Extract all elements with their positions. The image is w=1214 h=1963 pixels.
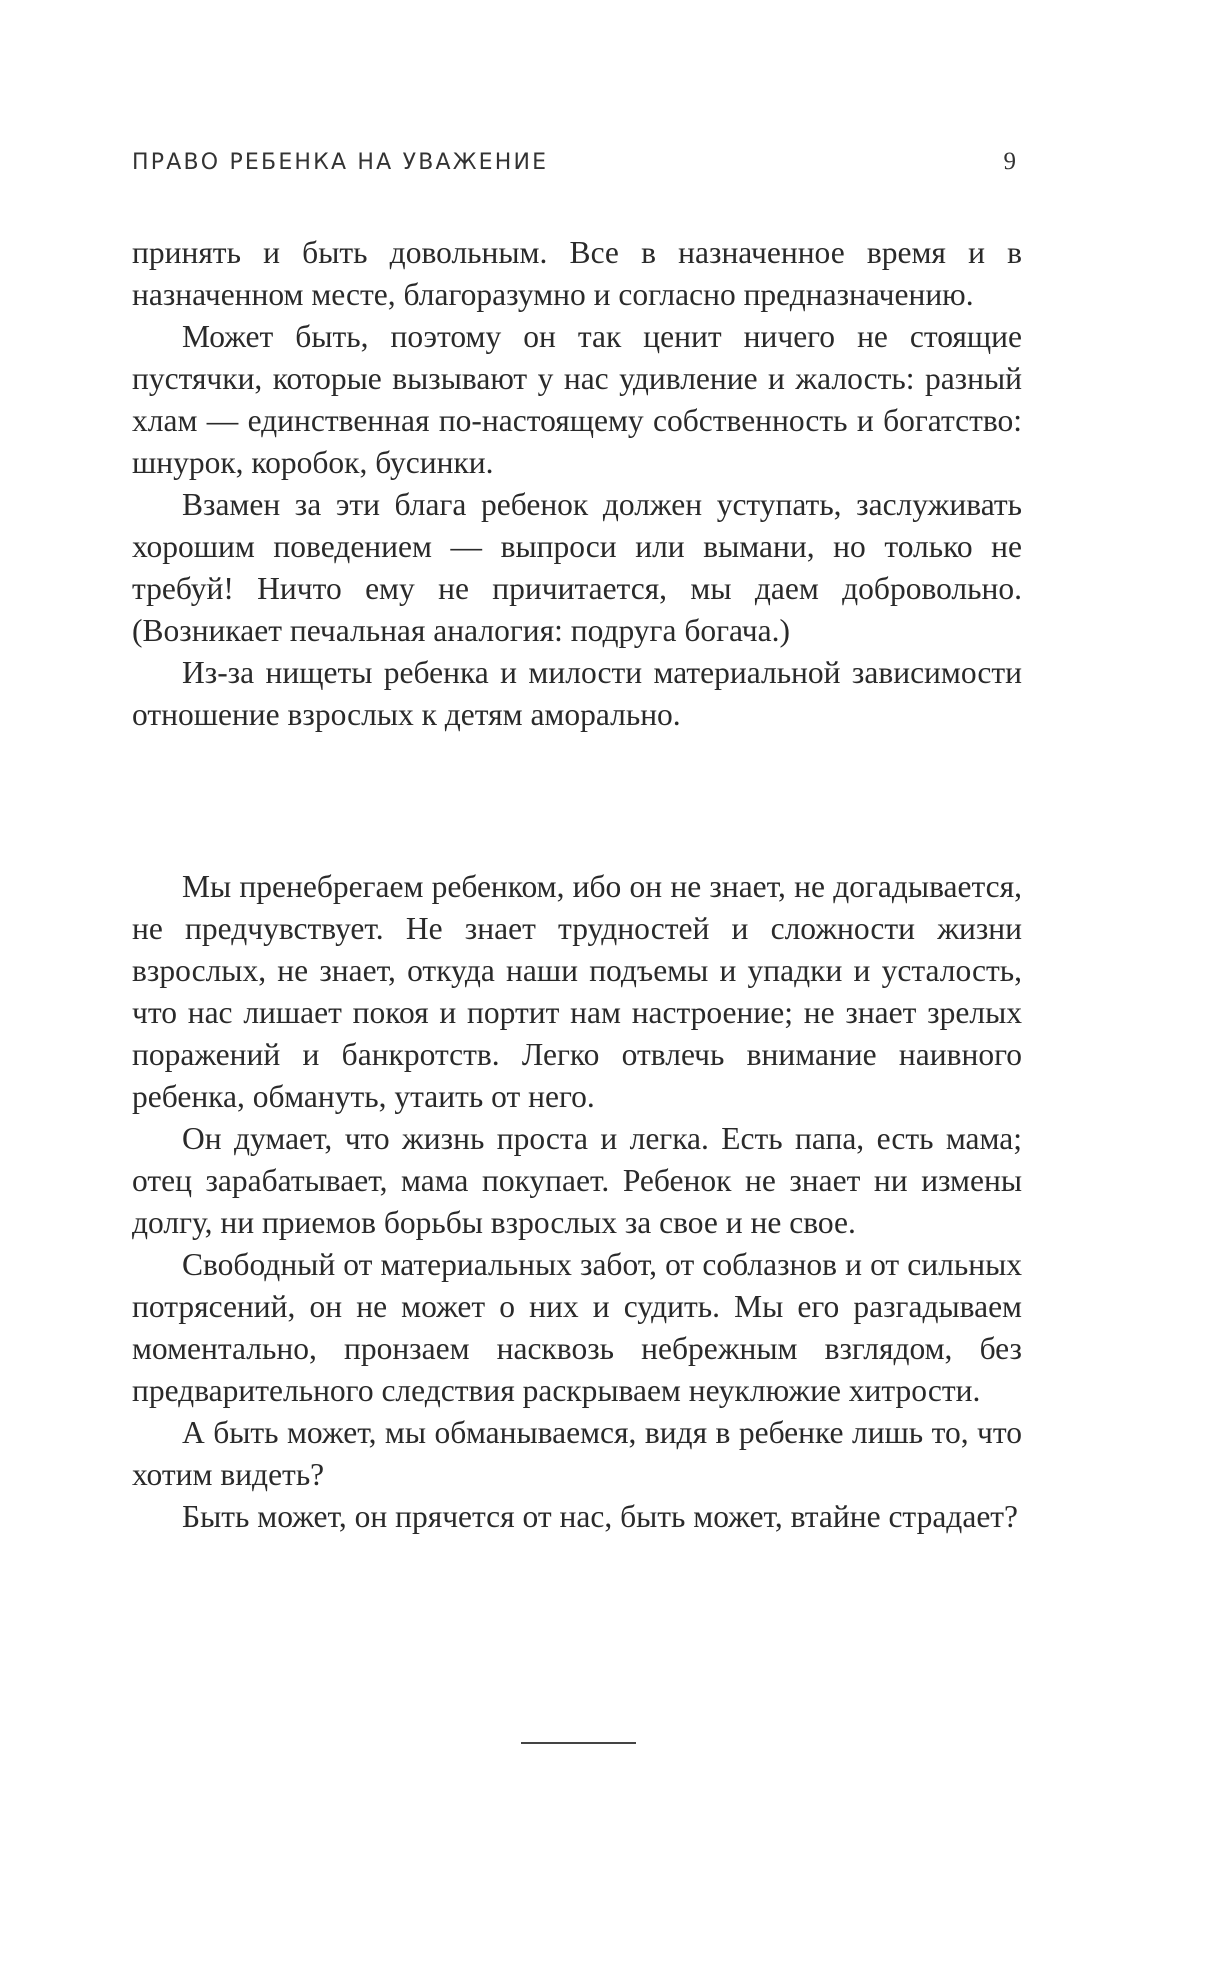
text-section-2 — [132, 866, 1022, 1538]
page-number: 9 — [1003, 148, 1016, 175]
paragraph: Может быть, поэтому он так ценит ничего не стоящие пустячки, которые вызывают у нас удивление и жалость: разный хлам — единственная по-настоящему собственность и богатство: шнурок, коробок, бусинки. — [132, 319, 1022, 480]
running-header — [132, 148, 1022, 178]
paragraph: А быть может, мы обманываемся, видя в ребенке лишь то, что хотим видеть? — [132, 1415, 1022, 1492]
paragraph: Он думает, что жизнь проста и легка. Есть папа, есть мама; отец зарабатывает, мама покупает. Ребенок не знает ни измены долгу, ни приемов борьбы взрослых за свое и не свое. — [132, 1121, 1022, 1240]
paragraph: принять и быть довольным. Все в назначенное время и в назначенном месте, благоразумно и согласно предназначению. — [132, 235, 1022, 312]
section-end-rule — [521, 1742, 636, 1744]
paragraph: Из-за нищеты ребенка и милости материальной зависимости отношение взрослых к детям аморально. — [132, 655, 1022, 732]
paragraph: Мы пренебрегаем ребенком, ибо он не знает, не догадывается, не предчувствует. Не знает трудностей и сложности жизни взрослых, не знает, откуда наши подъемы и упадки и усталость, что нас лишает покоя и портит нам настроение; не знает зрелых поражений и банкротств. Легко отвлечь внимание наивного ребенка, обмануть, утаить от него. — [132, 869, 1022, 1114]
paragraph: Взамен за эти блага ребенок должен уступать, заслуживать хорошим поведением — выпроси или вымани, но только не требуй! Ничто ему не причитается, мы даем добровольно. (Возникает печальная аналогия: подруга богача.) — [132, 487, 1022, 648]
paragraph: Свободный от материальных забот, от соблазнов и от сильных потрясений, он не может о них и судить. Мы его разгадываем моментально, пронзаем насквозь небрежным взглядом, без предварительного следствия раскрываем неуклюжие хитрости. — [132, 1247, 1022, 1408]
text-section-1 — [132, 232, 1022, 736]
running-title: ПРАВО РЕБЕНКА НА УВАЖЕНИЕ — [132, 150, 549, 175]
paragraph: Быть может, он прячется от нас, быть может, втайне страдает? — [182, 1499, 1019, 1534]
